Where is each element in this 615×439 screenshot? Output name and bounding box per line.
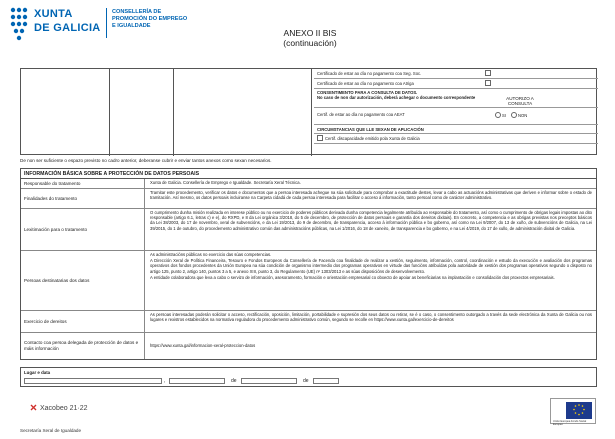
radio-yes-label: SI: [502, 113, 506, 118]
table-row: [21, 251, 596, 311]
more-info-link[interactable]: https://www.xunta.gal/informacion-xeral-proteccion-datos: [150, 343, 256, 349]
month-input[interactable]: [241, 378, 297, 384]
row-text: O cumprimento dunha misión realizada en interese público ou no exercicio de poderes públicos derivada dunha competencia legalmente atribuída ao responsable do tratamento, así como o cumprimento de obrigas legais impostas ao dito responsable (artigo 6.1, letras c) e e), do RXPD, e 8 da Lei orgánica 3/2018, do 5 de decembro, de protección de datos persoais e garantía dos dereitos dixitais). En concreto, a competencia e as obrigas previstas nos preceptos básicos da Lei 38/2003, do 17 de novembro, xeral de subvencións, e da Lei 19/2013, do 9 de decembro, de transparencia, acceso á información pública e bo goberno, así como na Lei 9/2007, do 13 de xuño, de subvencións de Galicia, na Lei 39/2015, do 1 de outubro, do procedemento administrativo común das administracións públicas, na Lei 1/2016, do 18 de xaneiro, de transparencia e bo goberno, e na Lei 4/2019, do 17 de xullo, de administración dixital de Galicia.: [150, 210, 592, 231]
annex-subtitle: (continuación): [283, 38, 337, 48]
column-divider: [173, 69, 174, 156]
table-row: [21, 189, 596, 209]
de-separator-1: de: [231, 378, 237, 384]
xacobeo-logo: [30, 404, 87, 413]
table-row: [21, 209, 596, 251]
row-label: Lexitimación para o tratamento: [21, 209, 145, 250]
recipients-paragraph: A Dirección Xeral de Política Financeira, Tesouro e Fondos Europeos da Consellería de Facenda coa finalidade de realizar a xestión, seguimento, información, control, coordinación e estudo da execución e avaliación dos programas operativos dos fondos procedentes da Unión Europea na súa condición de organismo intermedio dos programas operativos en virtude das funcións atribuídas pola autoridade de xestión dos programas operativos segundo o disposto no artigo 125, punto 2, artigo 140, puntos 3 a 5, e anexo XIII, punto 3, do Regulamento (UE) nº 1303/2013 e as súas disposicións de desenvolvemento.: [150, 258, 592, 274]
day-input[interactable]: [169, 378, 225, 384]
department-name: CONSELLERÍA DE PROMOCIÓN DO EMPREGO E IGUALDADE: [112, 9, 188, 29]
consent-block: [317, 90, 477, 100]
row-text: [148, 251, 594, 310]
row-label: Persoas destinatarias dos datos: [21, 251, 145, 310]
logo-line-1: XUNTA: [34, 8, 73, 20]
eu-flag-icon: [566, 402, 592, 419]
place-input[interactable]: [24, 378, 162, 384]
column-divider: [109, 69, 110, 156]
consent-note: No caso de non dar autorización, deberá achegar o documento correspondente: [317, 95, 476, 100]
documents-table: [20, 68, 597, 155]
row-label: Responsable do tratamento: [21, 179, 145, 188]
eu-caption: Unión Europea Fondo Social Europeo: [553, 420, 587, 426]
table-row: [21, 333, 596, 359]
row-text: Xunta de Galicia. Consellería de Emprego e Igualdade. Secretaría Xeral Técnica.: [150, 180, 301, 185]
checkbox-atriga[interactable]: [485, 80, 491, 86]
radio-no[interactable]: [511, 112, 517, 118]
row-divider: [314, 107, 598, 108]
recipients-paragraph: As administracións públicas no exercicio das súas competencias.: [150, 252, 272, 257]
data-protection-table: [20, 168, 597, 360]
eu-stars-icon: [566, 402, 592, 419]
eu-funding-logo: [550, 398, 596, 424]
radio-yes[interactable]: [495, 112, 501, 118]
row-text: As persoas interesadas poderán solicitar o acceso, rectificación, oposición, limitación, portabilidade e supresión dos seus datos ou retirar, se é o caso, o consentimento outorgado a través da sede electrónica da Xunta de Galicia ou nos lugares e rexistros establecidos na normativa reguladora do procedemento administrativo común, segundo se recolle en https://www.xunta.gal/exercicio-de-dereitos: [150, 312, 592, 323]
annex-heading: [250, 28, 370, 48]
row-text: Tramitar este procedemento, verificar os datos e documentos que a persoa interesada achegue na súa solicitude para comprobar a exactitude destes, levar a cabo as actuacións administrativas que deriven e informar sobre o estado de tramitación. Así mesmo, os datos persoais incluiranse na Carpeta cidadá de cada persoa interesada para facilitar o acceso á información, tanto persoal como de carácter administrativo.: [150, 190, 592, 201]
row-label: Exercicio de dereitos: [21, 311, 145, 332]
xunta-emblem-icon: [8, 5, 30, 45]
logo-line-2: DE GALICIA: [34, 22, 101, 34]
annex-title: ANEXO II BIS: [283, 28, 337, 38]
de-separator-2: de: [303, 378, 309, 384]
recipients-paragraph: A entidade colaboradora que leva a cabo o servizo de información, asesoramento, formación e orientación empresarial co obxecto de apoiar as beneficiarias na implantación e consolidación dos proxectos empresariais.: [150, 274, 555, 280]
doc-item-aeat: Certif. de estar ao día no pagamento coa AEAT: [317, 112, 405, 117]
row-text: [148, 333, 594, 359]
doc-item-atriga: Certificado de estar ao día no pagamento coa Atriga: [317, 81, 414, 86]
row-divider: [314, 124, 598, 125]
row-divider: [314, 143, 598, 144]
doc-item-seg-soc: Certificado de estar ao día no pagamento coa Seg. Soc.: [317, 71, 422, 76]
circumstances-title: CIRCUMSTANCIAS QUE LLE SEXAN DE APLICACIÓN: [317, 127, 424, 132]
comma-separator: ,: [164, 378, 166, 384]
xacobeo-mark-icon: [30, 404, 37, 411]
xacobeo-text: Xacobeo 21·22: [40, 405, 88, 412]
space-note: De non ser suficiente o espazo previsto no cadro anterior, deberanse cubrir e enviar tantos anexos como sexan necesarios.: [20, 158, 272, 163]
radio-no-label: NON: [518, 113, 528, 118]
logo-divider: [106, 8, 107, 38]
authorize-consult-header: AUTORIZO A CONSULTA: [506, 96, 534, 107]
checkbox-seg-soc[interactable]: [485, 70, 491, 76]
row-label: Finalidades do tratamento: [21, 189, 145, 208]
table-row: [21, 311, 596, 333]
data-protection-title: INFORMACIÓN BÁSICA SOBRE A PROTECCIÓN DE DATOS PERSOAIS: [21, 169, 596, 179]
row-divider: [314, 78, 598, 79]
row-divider: [314, 88, 598, 89]
consent-title: CONSENTIMENTO PARA A CONSULTA DE DATOS.: [317, 90, 418, 95]
row-label: Contacto coa persoa delegada de protección de datos e máis información: [21, 333, 145, 359]
row-divider: [314, 133, 598, 134]
column-divider: [311, 69, 312, 156]
table-row: [21, 179, 596, 189]
xunta-logo: [8, 5, 188, 51]
year-input[interactable]: [313, 378, 339, 384]
place-date-label: Lugar e data: [24, 370, 51, 375]
footer-agency: Secretaría Xeral de Igualdade: [20, 428, 82, 433]
page-header: [0, 0, 615, 66]
place-date-block: [20, 367, 597, 387]
checkbox-disability[interactable]: [317, 135, 323, 141]
doc-item-disability: Certif. discapacidade emitido pola Xunta de Galicia: [325, 136, 420, 141]
